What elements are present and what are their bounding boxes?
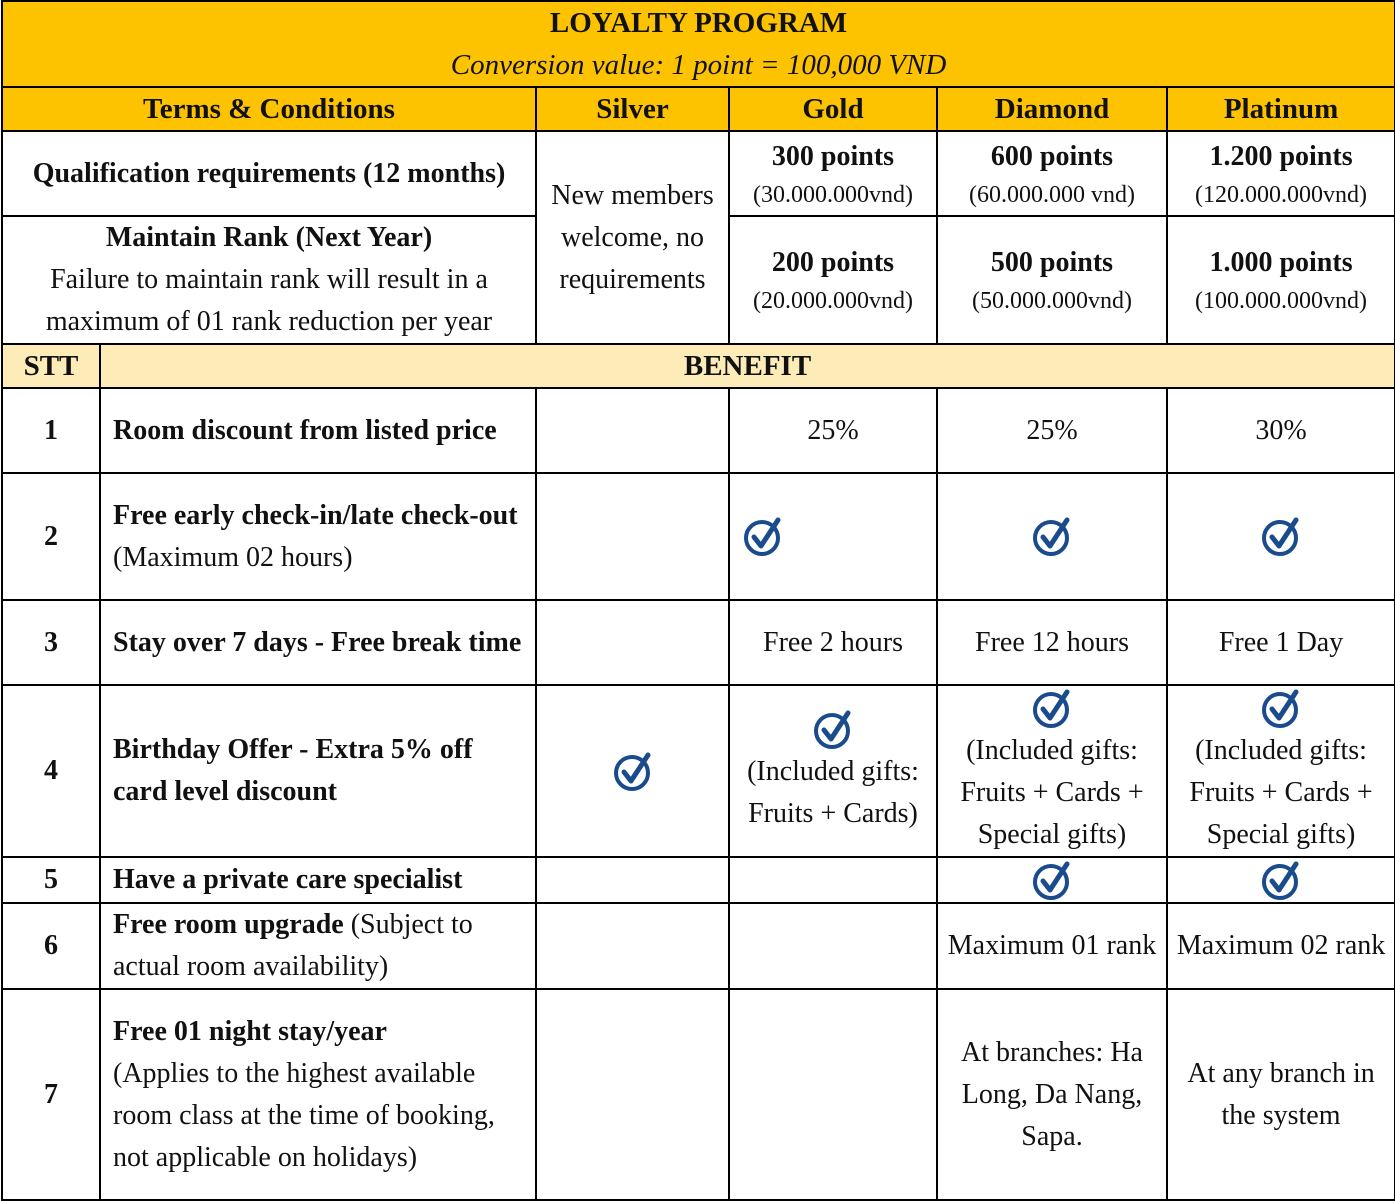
benefit-title-cell: [100, 903, 536, 989]
check-circle-icon: [612, 751, 654, 793]
benefit-row: [2, 685, 1395, 857]
benefit-row: [2, 903, 1395, 989]
benefit-note: (Subject to actual room availability): [113, 909, 473, 982]
header-platinum: Platinum: [1167, 87, 1395, 131]
diamond-cell: [937, 857, 1167, 903]
silver-cell: [536, 685, 729, 857]
benefit-note: (Maximum 02 hours): [113, 541, 353, 573]
gold-maintain-points: 200 points: [771, 247, 895, 278]
platinum-cell: Free 1 Day: [1167, 600, 1395, 685]
header-silver: Silver: [536, 87, 729, 131]
benefit-title-cell: [100, 989, 536, 1200]
gift-note: (Included gifts: Fruits + Cards + Special gifts): [960, 734, 1144, 850]
header-diamond: Diamond: [937, 87, 1167, 131]
benefit-title: Birthday Offer - Extra 5% off card level discount: [100, 685, 536, 857]
qualification-label: Qualification requirements (12 months): [2, 131, 536, 216]
qualification-platinum: [1167, 131, 1395, 216]
benefit-title: Free room upgrade: [113, 909, 344, 940]
diamond-maintain-vnd: (50.000.000vnd): [972, 288, 1132, 314]
benefit-title: Stay over 7 days - Free break time: [100, 600, 536, 685]
benefit-title: Free early check-in/late check-out: [113, 499, 518, 531]
gold-qual-points: 300 points: [771, 140, 895, 172]
gold-cell: [729, 685, 937, 857]
benefit-title: Free 01 night stay/year: [113, 1015, 387, 1047]
silver-cell: [536, 989, 729, 1200]
platinum-cell: At any branch in the system: [1167, 989, 1395, 1200]
platinum-cell: [1167, 685, 1395, 857]
check-circle-icon: [1031, 516, 1073, 558]
silver-requirement: New members welcome, no requirements: [536, 131, 729, 344]
stt-header: STT: [2, 344, 100, 388]
maintain-label-cell: [2, 216, 536, 344]
check-circle-icon: [1260, 688, 1302, 730]
header-gold: Gold: [729, 87, 937, 131]
gold-cell: [729, 903, 937, 989]
diamond-cell: Free 12 hours: [937, 600, 1167, 685]
program-title: LOYALTY PROGRAM: [549, 7, 848, 39]
stt-cell: 7: [2, 989, 100, 1200]
qualification-diamond: [937, 131, 1167, 216]
diamond-cell: At branches: Ha Long, Da Nang, Sapa.: [937, 989, 1167, 1200]
platinum-cell: [1167, 857, 1395, 903]
benefit-title: Have a private care specialist: [100, 857, 536, 903]
gold-cell: [729, 857, 937, 903]
benefit-row: [2, 388, 1395, 473]
platinum-cell: [1167, 473, 1395, 600]
conversion-value: Conversion value: 1 point = 100,000 VND: [450, 49, 947, 81]
diamond-qual-vnd: (60.000.000 vnd): [969, 181, 1135, 208]
maintain-platinum: [1167, 216, 1395, 344]
check-circle-icon: [742, 516, 784, 558]
check-circle-icon: [812, 709, 854, 751]
program-title-cell: [2, 1, 1395, 87]
diamond-cell: Maximum 01 rank: [937, 903, 1167, 989]
stt-cell: 1: [2, 388, 100, 473]
header-terms: Terms & Conditions: [2, 87, 536, 131]
diamond-qual-points: 600 points: [990, 140, 1114, 172]
gold-maintain-vnd: (20.000.000vnd): [753, 288, 913, 314]
diamond-maintain-points: 500 points: [990, 247, 1114, 278]
platinum-qual-vnd: (120.000.000vnd): [1195, 181, 1368, 208]
silver-cell: [536, 857, 729, 903]
silver-cell: [536, 903, 729, 989]
maintain-label: Maintain Rank (Next Year): [105, 222, 433, 253]
benefit-row: [2, 989, 1395, 1200]
benefit-row: [2, 473, 1395, 600]
benefit-title: Room discount from listed price: [100, 388, 536, 473]
gift-note: (Included gifts: Fruits + Cards + Special gifts): [1189, 734, 1373, 850]
benefit-note: (Applies to the highest available room class at the time of booking, not applicable on holidays): [113, 1057, 495, 1173]
platinum-maintain-vnd: (100.000.000vnd): [1195, 288, 1368, 314]
gold-cell: 25%: [729, 388, 937, 473]
stt-cell: 2: [2, 473, 100, 600]
stt-cell: 3: [2, 600, 100, 685]
gold-qual-vnd: (30.000.000vnd): [753, 181, 913, 208]
silver-cell: [536, 473, 729, 600]
check-circle-icon: [1260, 516, 1302, 558]
stt-cell: 4: [2, 685, 100, 857]
silver-cell: [536, 600, 729, 685]
maintain-diamond: [937, 216, 1167, 344]
check-circle-icon: [1031, 860, 1073, 902]
benefit-header: BENEFIT: [100, 344, 1395, 388]
benefit-title-cell: [100, 473, 536, 600]
qualification-gold: [729, 131, 937, 216]
diamond-cell: [937, 473, 1167, 600]
benefit-row: [2, 857, 1395, 903]
gold-cell: [729, 989, 937, 1200]
maintain-note: Failure to maintain rank will result in a maximum of 01 rank reduction per year: [45, 264, 493, 337]
platinum-maintain-points: 1.000 points: [1209, 247, 1353, 278]
diamond-cell: [937, 685, 1167, 857]
check-circle-icon: [1031, 688, 1073, 730]
platinum-qual-points: 1.200 points: [1209, 140, 1353, 172]
gold-cell: Free 2 hours: [729, 600, 937, 685]
maintain-gold: [729, 216, 937, 344]
platinum-cell: Maximum 02 rank: [1167, 903, 1395, 989]
loyalty-table: [1, 0, 1395, 1201]
platinum-cell: 30%: [1167, 388, 1395, 473]
diamond-cell: 25%: [937, 388, 1167, 473]
benefit-row: [2, 600, 1395, 685]
gift-note: (Included gifts: Fruits + Cards): [747, 755, 919, 829]
gold-cell: [729, 473, 937, 600]
check-circle-icon: [1260, 860, 1302, 902]
stt-cell: 6: [2, 903, 100, 989]
silver-cell: [536, 388, 729, 473]
stt-cell: 5: [2, 857, 100, 903]
